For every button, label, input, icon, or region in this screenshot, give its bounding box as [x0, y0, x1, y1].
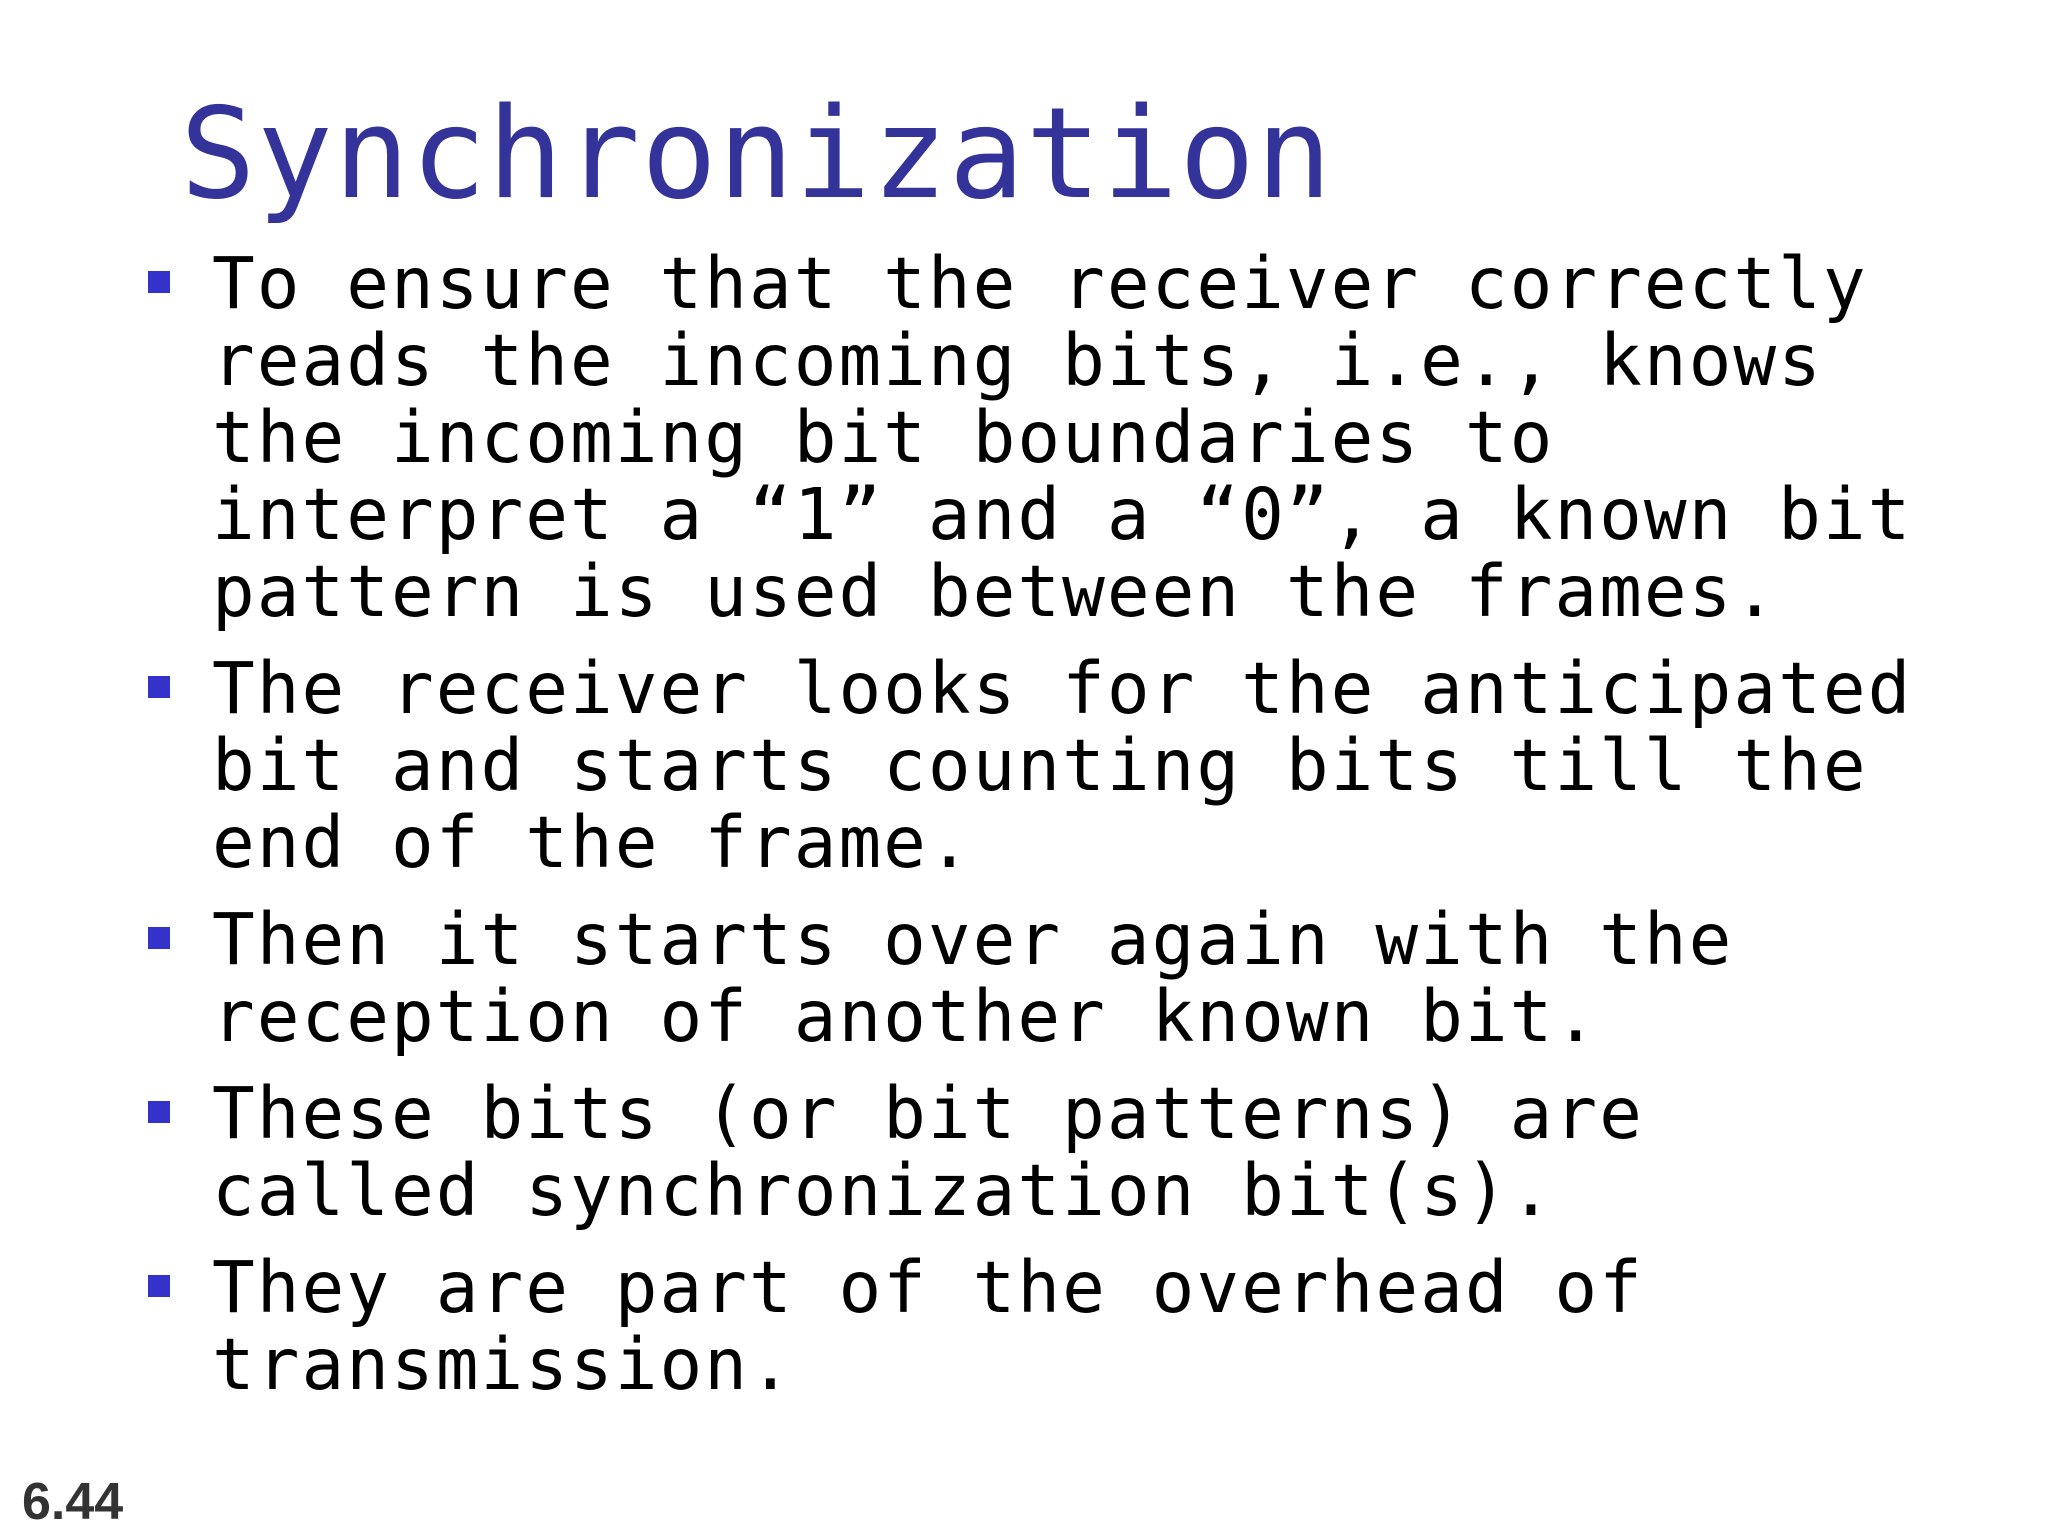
square-bullet-icon — [148, 271, 170, 293]
bullet-text-line: end of the frame. — [212, 801, 973, 884]
bullet-item — [145, 242, 2025, 633]
bullet-text-line: bit and starts counting bits till the — [212, 724, 1868, 807]
square-bullet-icon — [148, 927, 170, 949]
bullet-item — [145, 1072, 2025, 1232]
bullet-text-line: called synchronization bit(s). — [212, 1149, 1555, 1232]
bullet-text-line: pattern is used between the frames. — [212, 550, 1779, 633]
bullet-text-line: To ensure that the receiver correctly — [212, 242, 1868, 325]
bullet-text-line: These bits (or bit patterns) are — [212, 1072, 1644, 1155]
bullet-item — [145, 1246, 2025, 1406]
square-bullet-icon — [148, 1101, 170, 1123]
bullet-text-line: The receiver looks for the anticipated — [212, 647, 1913, 730]
bullet-item — [145, 647, 2025, 884]
bullet-text-line: interpret a “1” and a “0”, a known bit — [212, 473, 1913, 556]
bullet-text-line: reception of another known bit. — [212, 975, 1600, 1058]
bullet-text-line: transmission. — [212, 1323, 794, 1406]
square-bullet-icon — [148, 676, 170, 698]
bullet-item — [145, 898, 2025, 1058]
bullet-text-line: reads the incoming bits, i.e., knows — [212, 319, 1823, 402]
bullet-text-line: the incoming bit boundaries to — [212, 396, 1555, 479]
bullet-text-line: They are part of the overhead of — [212, 1246, 1644, 1329]
slide-title: Synchronization — [180, 80, 1333, 227]
square-bullet-icon — [148, 1275, 170, 1297]
slide-number: 6.44 — [22, 1473, 124, 1531]
bullet-list — [145, 242, 2025, 1423]
bullet-text-line: Then it starts over again with the — [212, 898, 1734, 981]
